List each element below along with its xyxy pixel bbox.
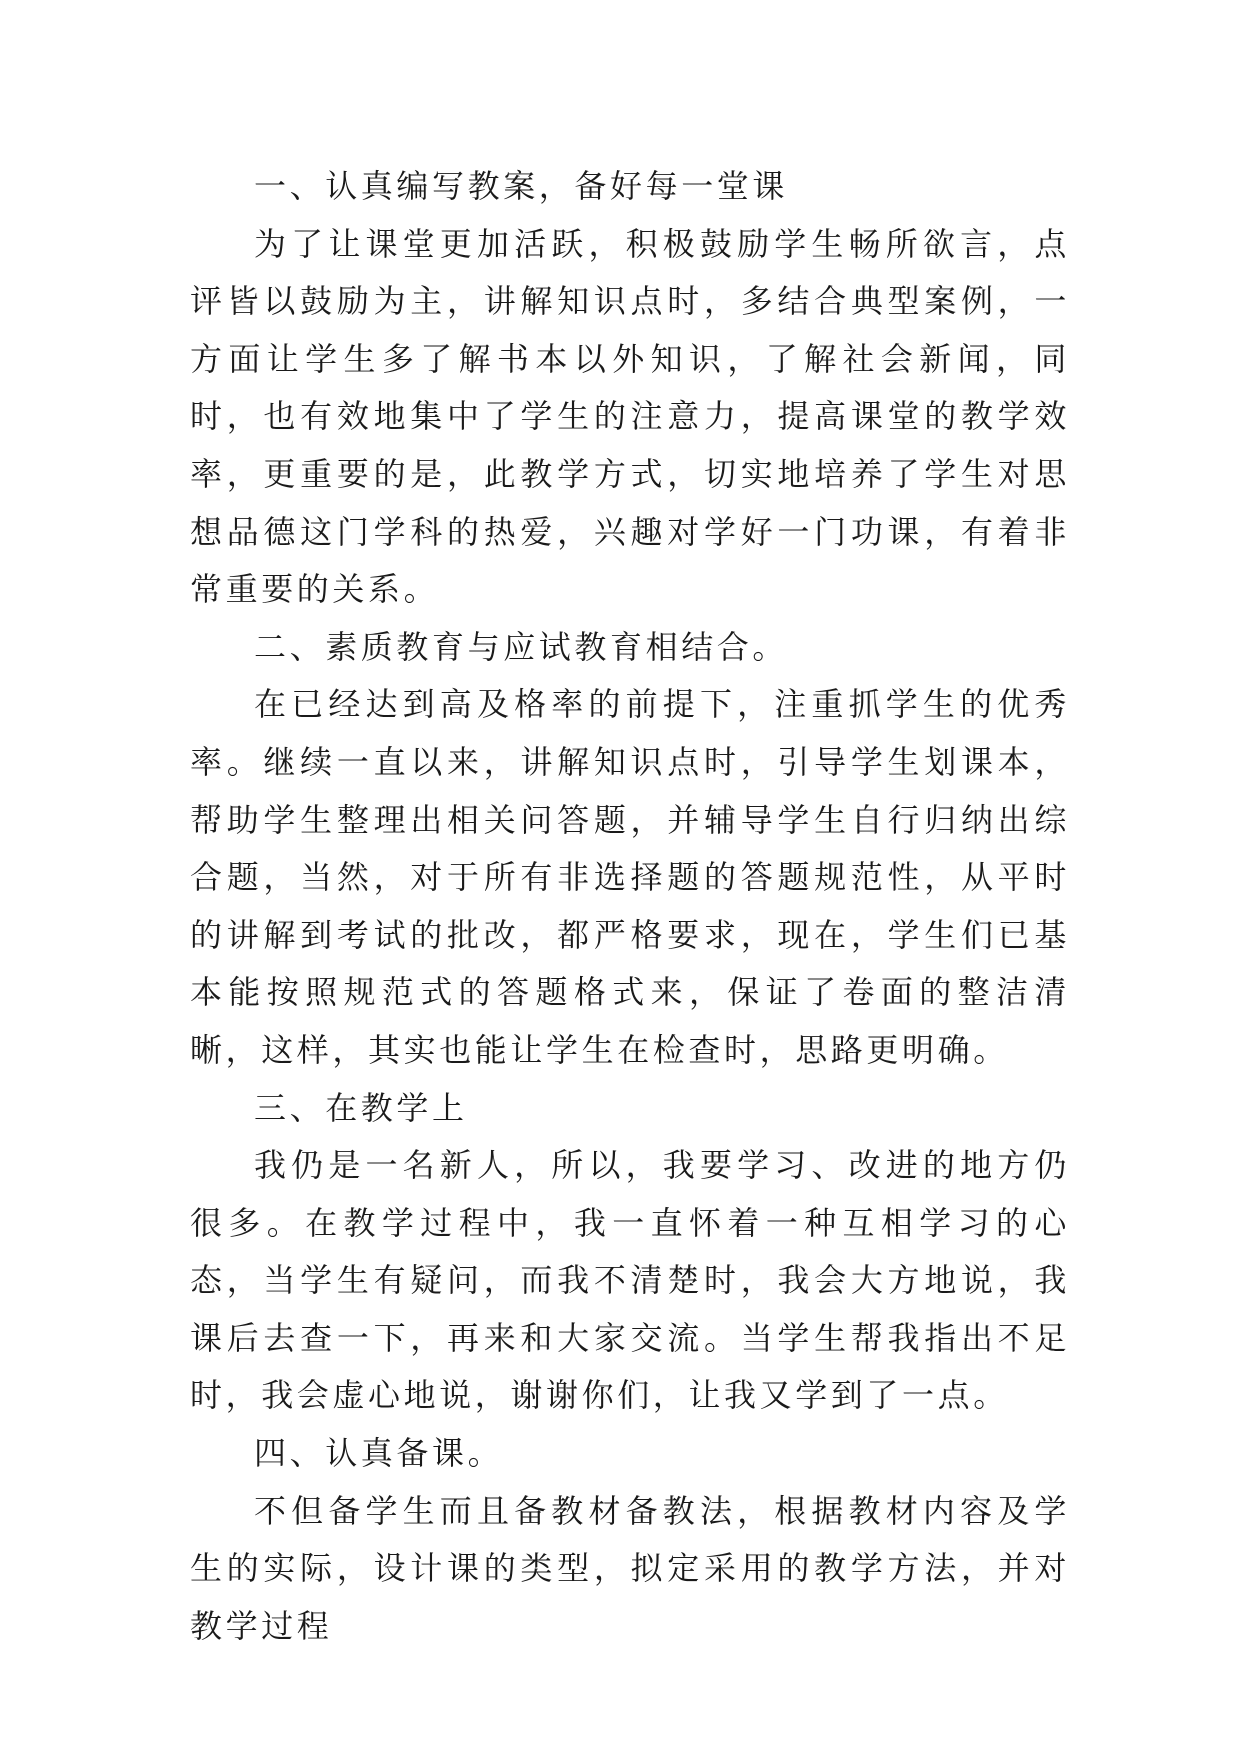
heading-2: 二、素质教育与应试教育相结合。 [254,627,789,666]
heading-3: 三、在教学上 [254,1088,468,1127]
heading-1: 一、认真编写教案，备好每一堂课 [254,167,789,205]
paragraph-1: 为了让课堂更加活跃，积极鼓励学生畅所欲言，点评皆以鼓励为主，讲解知识点时，多结合典型案例，一方面让学生多了解书本以外知识，了解社会新闻，同时，也有效地集中了学生的注意力，提高课堂的教学效率，更重要的是，此教学方式，切实地培养了学生对思想品德这门学科的热爱，兴趣对学好一门功课，有着非常重要的关系。 [190,224,1070,609]
heading-4: 四、认真备课。 [254,1434,504,1473]
paragraph-3: 我仍是一名新人，所以，我要学习、改进的地方仍很多。在教学过程中，我一直怀着一种互相学习的心态，当学生有疑问，而我不清楚时，我会大方地说，我课后去查一下，再来和大家交流。当学生帮我指出不足时，我会虚心地说，谢谢你们，让我又学到了一点。 [190,1146,1070,1415]
paragraph-2: 在已经达到高及格率的前提下，注重抓学生的优秀率。继续一直以来，讲解知识点时，引导学生划课本，帮助学生整理出相关问答题，并辅导学生自行归纳出综合题，当然，对于所有非选择题的答题规范性，从平时的讲解到考试的批改，都严格要求，现在，学生们已基本能按照规范式的答题格式来，保证了卷面的整洁清晰，这样，其实也能让学生在检查时，思路更明确。 [190,685,1070,1069]
paragraph-4: 不但备学生而且备教材备教法，根据教材内容及学生的实际，设计课的类型，拟定采用的教学方法，并对教学过程 [190,1491,1070,1645]
document-body [190,158,1070,1655]
